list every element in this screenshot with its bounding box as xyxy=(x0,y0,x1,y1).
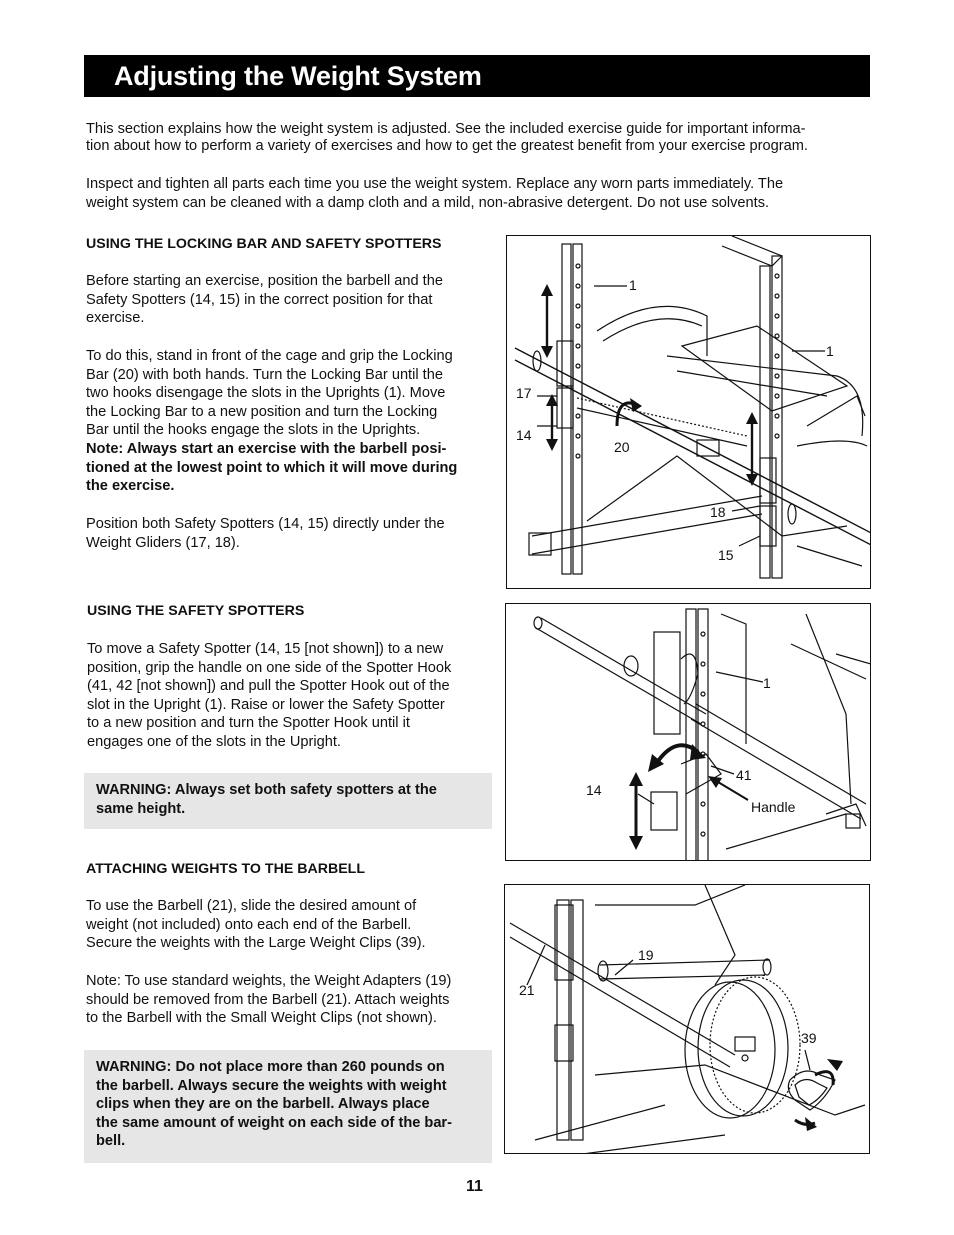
part-label: 1 xyxy=(629,277,637,293)
title-bar xyxy=(84,55,870,97)
warning-line: the barbell. Always secure the weights with weight xyxy=(96,1077,447,1094)
warning-box-weights xyxy=(84,1050,492,1163)
part-label: 17 xyxy=(516,385,532,401)
text-line: the Locking Bar to a new position and turn the Locking xyxy=(86,403,438,420)
text-line: to the Barbell with the Small Weight Clips (not shown). xyxy=(86,1010,437,1027)
part-label: 41 xyxy=(736,767,752,783)
page-title: Adjusting the Weight System xyxy=(114,61,482,91)
text-line: Bar (20) with both hands. Turn the Locking Bar until the xyxy=(86,366,443,383)
intro-line: This section explains how the weight system is adjusted. See the included exercise guide for important informa- xyxy=(86,121,806,137)
text-line: (41, 42 [not shown]) and pull the Spotter Hook out of the xyxy=(87,678,450,695)
warning-line: clips when they are on the barbell. Always place xyxy=(96,1096,430,1113)
text-line: Weight Gliders (17, 18). xyxy=(86,534,240,551)
text-line: position, grip the handle on one side of the Spotter Hook xyxy=(87,659,452,676)
intro-line: weight system can be cleaned with a damp cloth and a mild, non-abrasive detergent. Do not use solvents. xyxy=(86,195,770,211)
text-line: To do this, stand in front of the cage and grip the Locking xyxy=(86,348,453,364)
text-line: Position both Safety Spotters (14, 15) directly under the xyxy=(86,516,445,532)
text-line: two hooks disengage the slots in the Uprights (1). Move xyxy=(86,385,446,402)
warning-line: WARNING: Always set both safety spotters at the xyxy=(96,782,437,798)
section-heading-safety-spotters: USING THE SAFETY SPOTTERS xyxy=(87,603,305,619)
text-line: To move a Safety Spotter (14, 15 [not shown]) to a new xyxy=(87,641,444,657)
part-label: 1 xyxy=(826,343,834,359)
text-line: should be removed from the Barbell (21). Attach weights xyxy=(86,991,450,1008)
section3-paragraph-2 xyxy=(86,972,451,1028)
part-label: 20 xyxy=(614,439,630,455)
part-label: 21 xyxy=(519,982,535,998)
part-label: 19 xyxy=(638,947,654,963)
text-line: Before starting an exercise, position the barbell and the xyxy=(86,273,443,289)
locking-bar-illustration xyxy=(507,236,871,589)
text-line: Secure the weights with the Large Weight Clips (39). xyxy=(86,935,426,952)
section2-paragraph xyxy=(87,640,451,752)
warning-line: same height. xyxy=(96,800,186,817)
section1-paragraph-3 xyxy=(86,515,445,552)
part-label: 15 xyxy=(718,547,734,563)
intro-line: Inspect and tighten all parts each time you use the weight system. Replace any worn parts immediately. The xyxy=(86,176,784,192)
note-line: Note: Always start an exercise with the barbell posi- xyxy=(86,440,447,457)
text-line: Safety Spotters (14, 15) in the correct position for that xyxy=(86,291,433,308)
text-line: to a new position and turn the Spotter Hook until it xyxy=(87,715,410,732)
text-line: To use the Barbell (21), slide the desired amount of xyxy=(86,898,417,914)
part-label: 1 xyxy=(763,675,771,691)
section-heading-attaching-weights: ATTACHING WEIGHTS TO THE BARBELL xyxy=(86,861,366,877)
text-line: weight (not included) onto each end of the Barbell. xyxy=(86,916,412,933)
part-label: 14 xyxy=(586,782,602,798)
figure-locking-bar xyxy=(506,235,871,589)
section3-paragraph-1 xyxy=(86,897,426,953)
part-label: 39 xyxy=(801,1030,817,1046)
safety-spotter-illustration xyxy=(506,604,871,861)
text-line: Note: To use standard weights, the Weight Adapters (19) xyxy=(86,973,452,989)
text-line: slot in the Upright (1). Raise or lower the Safety Spotter xyxy=(87,696,445,713)
page-number: 11 xyxy=(466,1178,483,1195)
part-label: Handle xyxy=(751,799,796,815)
text-line: exercise. xyxy=(86,310,145,327)
warning-box-spotters xyxy=(84,773,492,829)
section1-paragraph-2 xyxy=(86,347,457,496)
note-line: the exercise. xyxy=(86,478,175,495)
warning-line: the same amount of weight on each side of the bar- xyxy=(96,1114,452,1131)
warning-line: bell. xyxy=(96,1133,126,1150)
figure-attaching-weights xyxy=(504,884,870,1154)
part-label: 18 xyxy=(710,504,726,520)
section1-paragraph-1 xyxy=(86,272,443,328)
section-heading-locking-bar: USING THE LOCKING BAR AND SAFETY SPOTTERS xyxy=(86,236,442,252)
text-line: engages one of the slots in the Upright. xyxy=(87,733,341,750)
text-line: Bar until the hooks engage the slots in the Uprights. xyxy=(86,422,421,439)
figure-safety-spotters xyxy=(505,603,871,861)
weights-illustration xyxy=(505,885,870,1154)
intro-line: tion about how to perform a variety of exercises and how to get the greatest benefit from your exercise program. xyxy=(86,138,808,154)
warning-line: WARNING: Do not place more than 260 pounds on xyxy=(96,1059,445,1075)
note-line: tioned at the lowest point to which it will move during xyxy=(86,459,458,476)
part-label: 14 xyxy=(516,427,532,443)
